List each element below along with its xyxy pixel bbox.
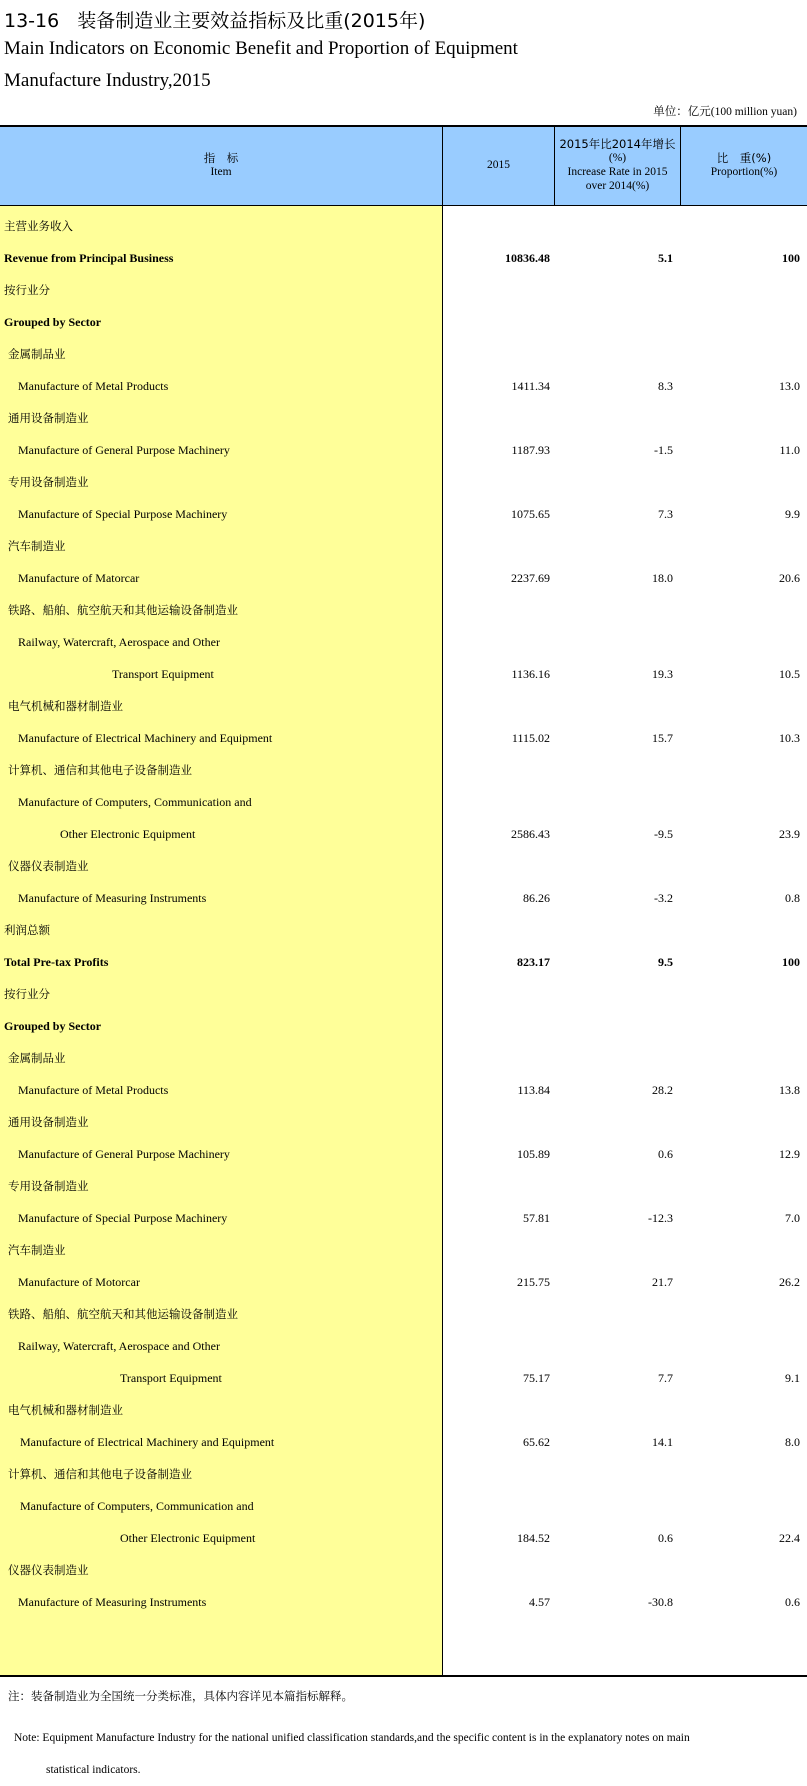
column-divider-3 [680,125,681,205]
row-label: Total Pre-tax Profits [4,955,109,969]
row-increase-rate: -1.5 [654,443,673,457]
row-proportion: 0.8 [785,891,800,905]
row-proportion [681,1106,800,1138]
row-value-2015 [443,626,550,658]
row-proportion [681,530,800,562]
table-row [0,1554,807,1586]
row-value-2015: 823.17 [517,955,550,969]
table-row [0,1202,807,1234]
row-proportion [681,1330,800,1362]
table-row [0,946,807,978]
row-label: 按行业分 [4,283,50,297]
table-row [0,1330,807,1362]
row-value-2015 [443,402,550,434]
table-row [0,1490,807,1522]
header-bottom-rule [0,205,807,206]
table-title-en-line2: Manufacture Industry,2015 [4,70,211,91]
row-increase-rate [555,754,673,786]
row-value-2015 [443,306,550,338]
row-value-2015 [443,1458,550,1490]
row-proportion [681,978,800,1010]
row-label: 通用设备制造业 [8,1115,89,1129]
column-header-rate-en2: over 2014(%) [585,180,650,192]
row-label: 电气机械和器材制造业 [8,699,123,713]
row-label: Manufacture of Electrical Machinery and Equipment [18,731,273,745]
row-value-2015: 215.75 [517,1275,550,1289]
row-value-2015: 4.57 [529,1595,550,1609]
table-row [0,1170,807,1202]
column-header-rate-en1: Increase Rate in 2015 [567,166,668,178]
footnote-en-line2: statistical indicators. [46,1764,141,1776]
row-label: Railway, Watercraft, Aerospace and Other [18,635,220,649]
table-row [0,370,807,402]
column-header-item [0,125,442,205]
row-value-2015: 1411.34 [511,379,550,393]
table-row [0,594,807,626]
row-label: Transport Equipment [120,1371,222,1385]
row-value-2015: 10836.48 [505,251,550,265]
footnote-cn: 注：装备制造业为全国统一分类标准，具体内容详见本篇指标解释。 [8,1689,353,1703]
row-label: 专用设备制造业 [8,475,89,489]
row-increase-rate: 8.3 [658,379,673,393]
row-label: Manufacture of Measuring Instruments [18,1595,207,1609]
row-label: 汽车制造业 [8,1243,66,1257]
row-label: 按行业分 [4,987,50,1001]
row-value-2015: 1075.65 [511,507,550,521]
column-header-proportion [681,125,807,205]
row-value-2015: 1115.02 [511,731,550,745]
row-value-2015 [443,1170,550,1202]
table-row [0,882,807,914]
row-value-2015 [443,594,550,626]
row-proportion [681,1554,800,1586]
row-increase-rate: 15.7 [652,731,673,745]
row-proportion [681,338,800,370]
row-increase-rate [555,274,673,306]
row-value-2015 [443,466,550,498]
table-row [0,978,807,1010]
row-increase-rate [555,1554,673,1586]
row-value-2015 [443,530,550,562]
data-table [0,125,807,1677]
unit-label-en: (100 million yuan) [710,106,797,118]
row-increase-rate: 5.1 [658,251,673,265]
row-value-2015 [443,210,550,242]
row-increase-rate [555,914,673,946]
table-row [0,210,807,242]
row-proportion: 10.5 [779,667,800,681]
row-proportion [681,210,800,242]
row-increase-rate: 0.6 [658,1531,673,1545]
row-proportion [681,402,800,434]
column-divider-2 [554,125,555,205]
row-label: 铁路、船舶、航空航天和其他运输设备制造业 [8,1307,238,1321]
row-value-2015: 1136.16 [511,667,550,681]
row-proportion [681,626,800,658]
row-value-2015: 57.81 [523,1211,550,1225]
table-row [0,306,807,338]
table-row [0,1138,807,1170]
row-increase-rate [555,402,673,434]
row-increase-rate [555,1042,673,1074]
row-label: 计算机、通信和其他电子设备制造业 [8,1467,192,1481]
row-increase-rate: 0.6 [658,1147,673,1161]
row-value-2015 [443,1234,550,1266]
row-value-2015 [443,1298,550,1330]
row-increase-rate [555,1490,673,1522]
row-value-2015: 2237.69 [511,571,550,585]
row-proportion: 9.9 [785,507,800,521]
row-proportion: 7.0 [785,1211,800,1225]
table-row [0,1522,807,1554]
row-value-2015 [443,850,550,882]
table-row [0,658,807,690]
table-row [0,722,807,754]
table-row [0,274,807,306]
row-proportion: 22.4 [779,1531,800,1545]
row-label: Manufacture of Metal Products [18,1083,169,1097]
row-label: Manufacture of Computers, Communication and [20,1499,254,1513]
table-row [0,754,807,786]
row-value-2015: 75.17 [523,1371,550,1385]
row-label: 主营业务收入 [4,219,73,233]
row-proportion: 26.2 [779,1275,800,1289]
row-label: 专用设备制造业 [8,1179,89,1193]
column-header-rate-cn: 2015年比2014年增长 [559,137,676,151]
row-value-2015: 86.26 [523,891,550,905]
table-row [0,1042,807,1074]
row-proportion: 13.0 [779,379,800,393]
row-proportion [681,1394,800,1426]
row-proportion [681,786,800,818]
row-label: 计算机、通信和其他电子设备制造业 [8,763,192,777]
row-increase-rate: -12.3 [648,1211,673,1225]
table-row [0,1266,807,1298]
row-proportion: 100 [782,955,800,969]
row-value-2015: 2586.43 [511,827,550,841]
row-label: 汽车制造业 [8,539,66,553]
row-proportion [681,1490,800,1522]
row-proportion: 9.1 [785,1371,800,1385]
row-label: Manufacture of General Purpose Machinery [18,443,230,457]
table-row [0,1426,807,1458]
table-row [0,562,807,594]
row-proportion [681,1458,800,1490]
column-divider-1 [442,125,443,1677]
row-label: Manufacture of Computers, Communication and [18,795,252,809]
row-proportion: 12.9 [779,1147,800,1161]
row-increase-rate [555,594,673,626]
column-header-year-label: 2015 [487,159,510,171]
row-label: 利润总额 [4,923,50,937]
table-row [0,338,807,370]
table-bottom-rule [0,1675,807,1677]
row-value-2015: 105.89 [517,1147,550,1161]
row-proportion [681,754,800,786]
row-proportion [681,1234,800,1266]
table-number-and-title-cn [4,6,425,33]
row-value-2015 [443,274,550,306]
row-label: Manufacture of Special Purpose Machinery [18,1211,228,1225]
table-row [0,1234,807,1266]
row-increase-rate: -3.2 [654,891,673,905]
row-proportion [681,690,800,722]
table-row [0,850,807,882]
row-label: Manufacture of Motorcar [18,1275,140,1289]
table-row [0,1010,807,1042]
footnote-en [14,1722,799,1786]
row-label: Manufacture of Metal Products [18,379,169,393]
table-row [0,434,807,466]
unit-label [653,103,797,119]
row-proportion [681,306,800,338]
table-title-en-line1: Main Indicators on Economic Benefit and Proportion of Equipment [4,38,518,59]
row-label: Transport Equipment [112,667,214,681]
row-value-2015: 65.62 [523,1435,550,1449]
column-header-item-en: Item [210,166,232,178]
row-increase-rate [555,1298,673,1330]
row-label: Railway, Watercraft, Aerospace and Other [18,1339,220,1353]
row-proportion: 20.6 [779,571,800,585]
row-proportion: 8.0 [785,1435,800,1449]
row-proportion: 10.3 [779,731,800,745]
row-increase-rate [555,530,673,562]
table-title-cn: 装备制造业主要效益指标及比重(2015年) [77,10,426,32]
row-increase-rate: 19.3 [652,667,673,681]
row-proportion [681,274,800,306]
row-label: Manufacture of Special Purpose Machinery [18,507,228,521]
column-header-increase-rate [555,125,680,205]
row-proportion: 0.6 [785,1595,800,1609]
row-increase-rate: 14.1 [652,1435,673,1449]
row-label: 电气机械和器材制造业 [8,1403,123,1417]
row-increase-rate [555,338,673,370]
row-increase-rate [555,626,673,658]
row-increase-rate [555,1106,673,1138]
row-label: Manufacture of Electrical Machinery and Equipment [20,1435,275,1449]
row-value-2015 [443,690,550,722]
row-value-2015 [443,1330,550,1362]
row-value-2015 [443,1042,550,1074]
row-label: 仪器仪表制造业 [8,1563,89,1577]
row-label: Other Electronic Equipment [60,827,196,841]
table-row [0,690,807,722]
row-value-2015: 184.52 [517,1531,550,1545]
row-value-2015 [443,1010,550,1042]
table-row [0,1586,807,1618]
row-label: Grouped by Sector [4,315,102,329]
row-proportion [681,914,800,946]
table-row [0,1394,807,1426]
row-proportion [681,850,800,882]
row-proportion [681,1298,800,1330]
row-proportion: 100 [782,251,800,265]
table-row [0,1074,807,1106]
table-row [0,242,807,274]
row-label: Other Electronic Equipment [120,1531,256,1545]
row-proportion [681,1042,800,1074]
column-header-rate-pct: (%) [608,152,627,164]
row-value-2015: 1187.93 [511,443,550,457]
table-row [0,498,807,530]
row-increase-rate [555,306,673,338]
table-row [0,1458,807,1490]
row-value-2015 [443,754,550,786]
row-proportion [681,594,800,626]
row-increase-rate: 21.7 [652,1275,673,1289]
footnote-en-line1: Note: Equipment Manufacture Industry for the national unified classification standards,and the specific content is in the explanatory notes on main [14,1732,690,1744]
row-increase-rate [555,978,673,1010]
table-row [0,1298,807,1330]
row-value-2015 [443,1394,550,1426]
row-label: Manufacture of Measuring Instruments [18,891,207,905]
table-row [0,402,807,434]
table-row [0,466,807,498]
row-increase-rate: 9.5 [658,955,673,969]
row-value-2015 [443,338,550,370]
row-increase-rate [555,1010,673,1042]
column-header-prop-en: Proportion(%) [710,166,778,178]
row-proportion: 23.9 [779,827,800,841]
row-label: Manufacture of General Purpose Machinery [18,1147,230,1161]
row-increase-rate: -9.5 [654,827,673,841]
table-row [0,818,807,850]
row-increase-rate [555,466,673,498]
row-value-2015 [443,786,550,818]
row-increase-rate [555,1170,673,1202]
row-increase-rate [555,1458,673,1490]
row-proportion: 11.0 [779,443,800,457]
row-increase-rate: 18.0 [652,571,673,585]
row-label: Manufacture of Matorcar [18,571,140,585]
row-increase-rate [555,1394,673,1426]
table-number: 13-16 [4,10,60,32]
row-label: Grouped by Sector [4,1019,102,1033]
row-increase-rate: -30.8 [648,1595,673,1609]
table-row [0,786,807,818]
row-value-2015 [443,1554,550,1586]
table-row [0,1106,807,1138]
row-value-2015 [443,978,550,1010]
column-header-prop-cn: 比 重(%) [716,151,772,165]
row-increase-rate [555,690,673,722]
row-value-2015 [443,1490,550,1522]
row-proportion: 13.8 [779,1083,800,1097]
row-label: 铁路、船舶、航空航天和其他运输设备制造业 [8,603,238,617]
row-label: 金属制品业 [8,347,66,361]
row-proportion [681,1170,800,1202]
row-increase-rate [555,210,673,242]
row-proportion [681,1010,800,1042]
row-value-2015 [443,914,550,946]
table-row [0,626,807,658]
row-label: 金属制品业 [8,1051,66,1065]
row-increase-rate: 7.3 [658,507,673,521]
row-increase-rate [555,1330,673,1362]
table-row [0,1362,807,1394]
row-increase-rate: 28.2 [652,1083,673,1097]
unit-label-cn: 单位：亿元 [653,104,711,118]
table-top-rule [0,125,807,127]
row-label: 仪器仪表制造业 [8,859,89,873]
table-row [0,530,807,562]
row-value-2015: 113.84 [517,1083,550,1097]
row-increase-rate: 7.7 [658,1371,673,1385]
table-row [0,914,807,946]
column-header-year [443,125,554,205]
row-increase-rate [555,786,673,818]
row-proportion [681,466,800,498]
column-header-item-cn: 指 标 [203,151,239,165]
row-increase-rate [555,1234,673,1266]
row-label: Revenue from Principal Business [4,251,174,265]
row-label: 通用设备制造业 [8,411,89,425]
row-increase-rate [555,850,673,882]
row-value-2015 [443,1106,550,1138]
